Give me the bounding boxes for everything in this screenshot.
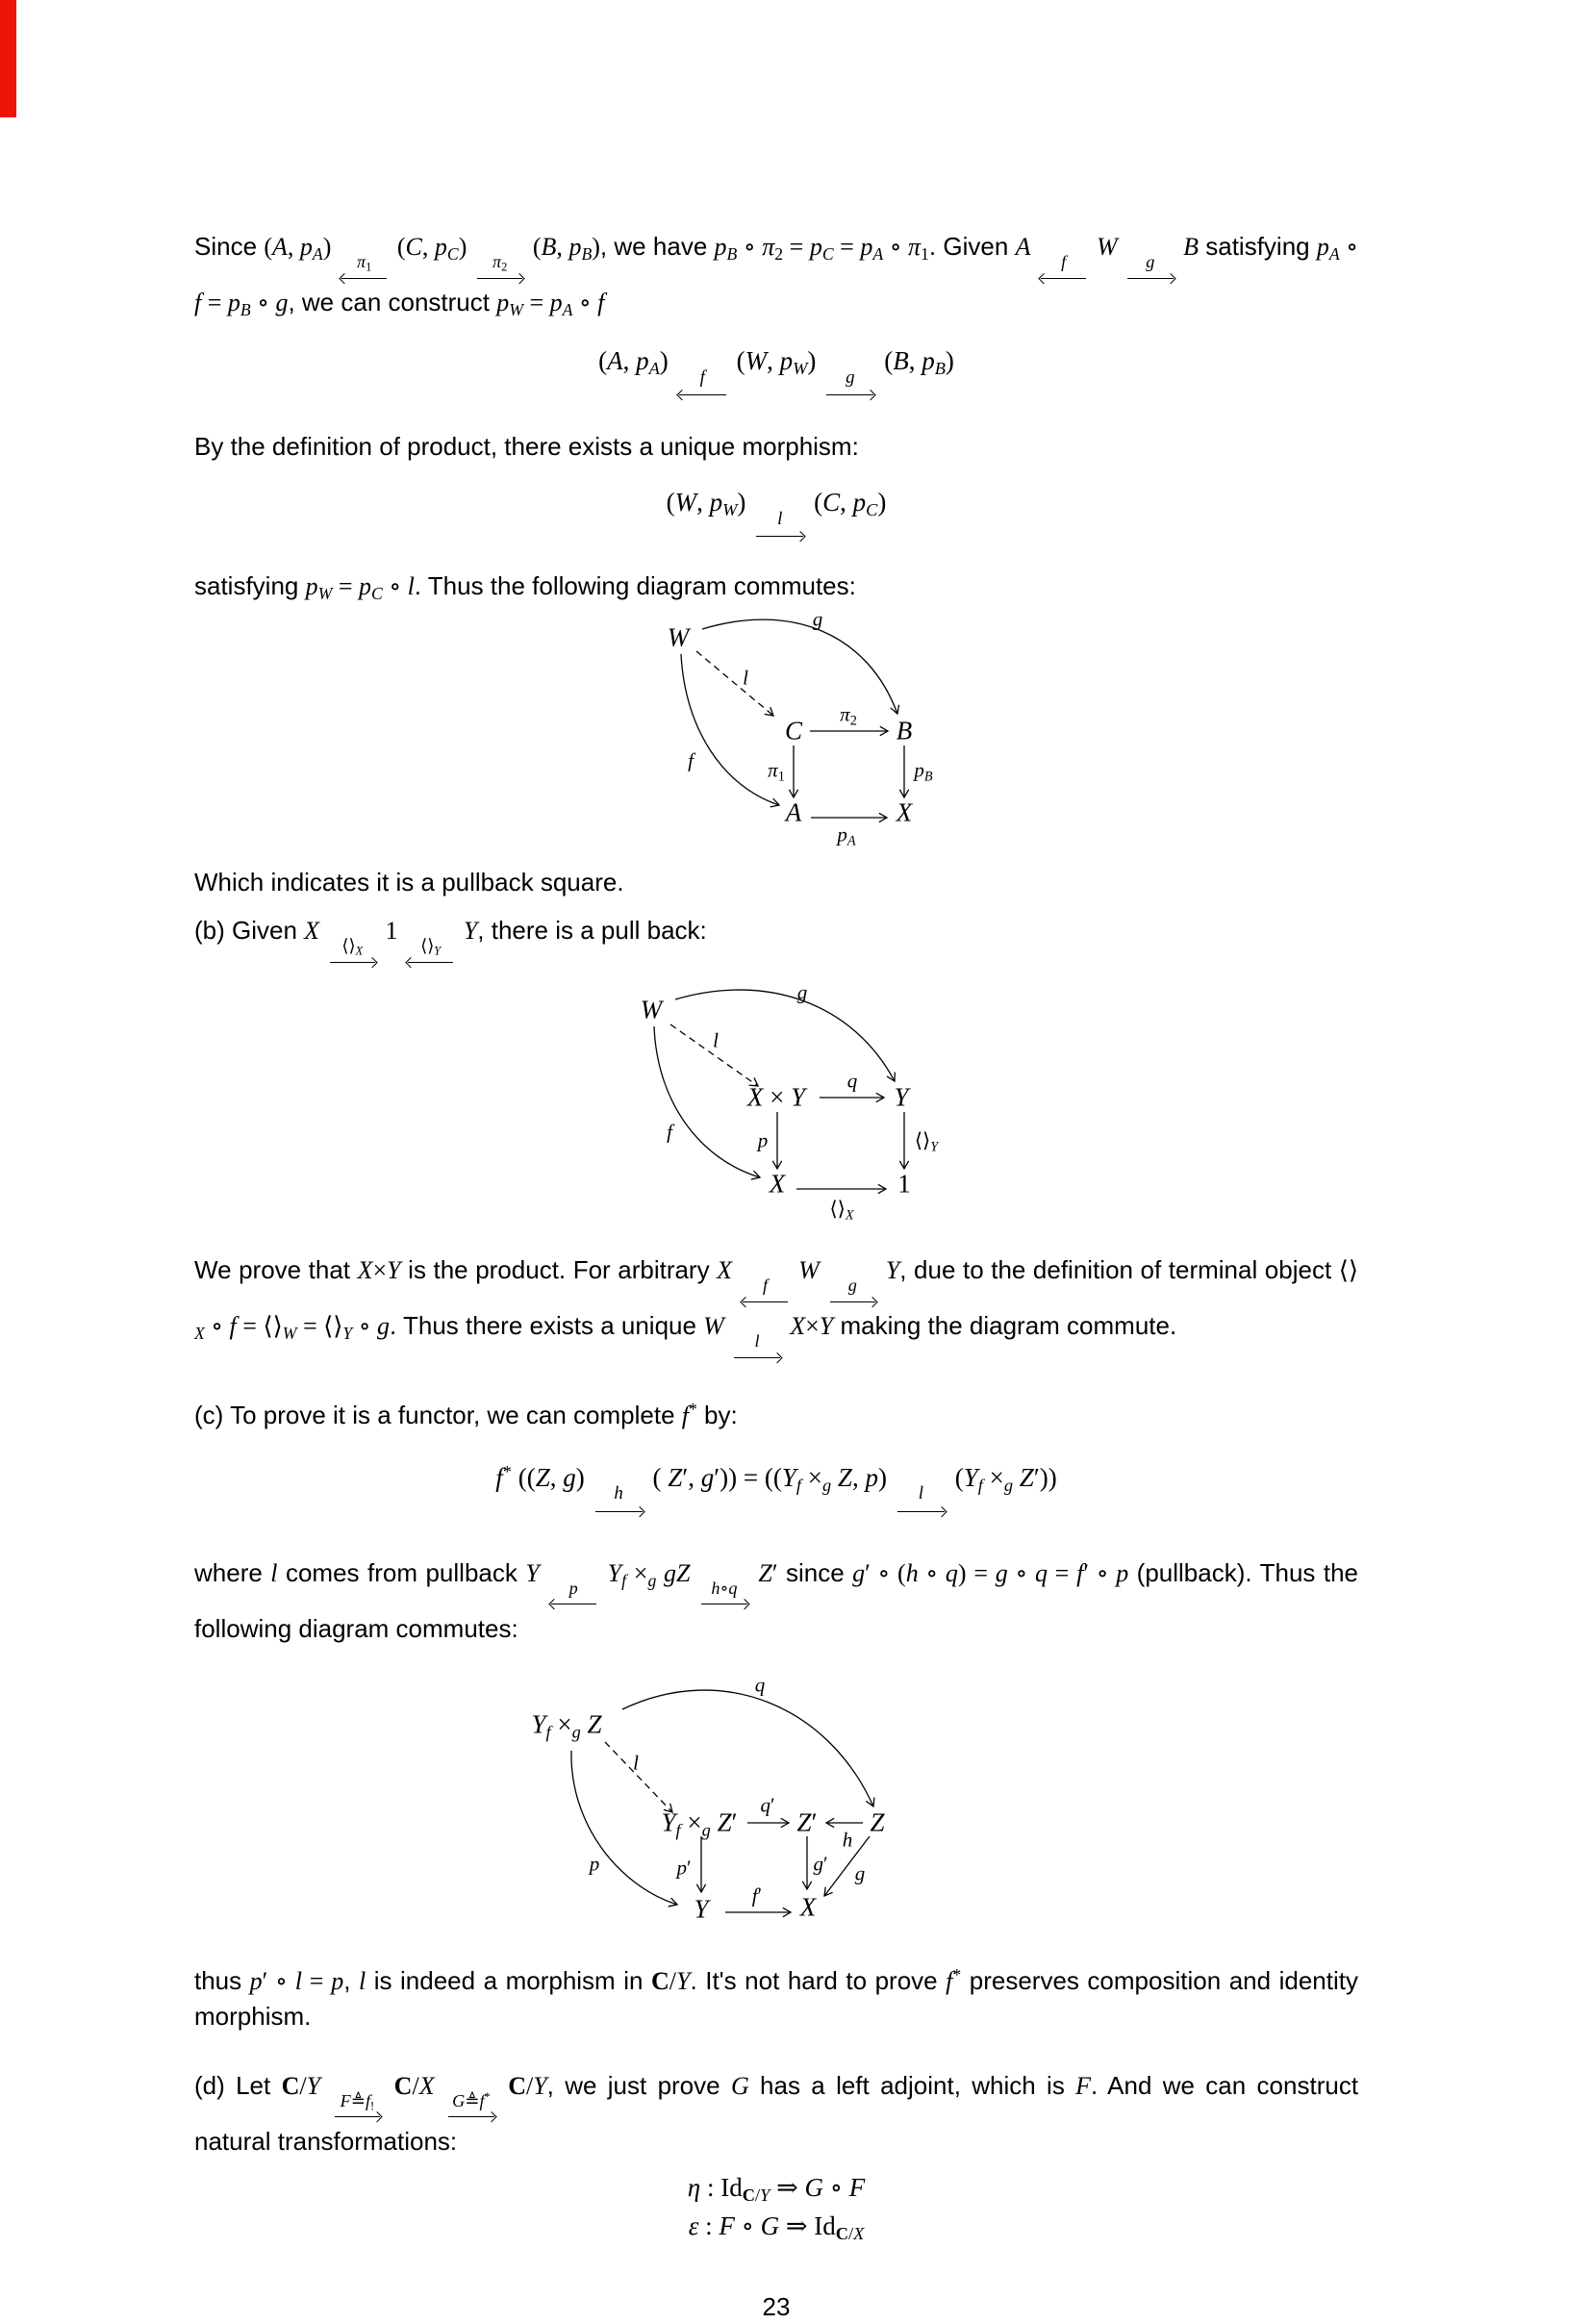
diagram-edge-label: f′ <box>751 1883 763 1907</box>
equation-functor: f* ((Z, g) h ( Z′, $g')) = ((Y_f \times_g$ Z, p) l ($Y_f \times_g$ Z′)) <box>194 1458 1358 1519</box>
diagram-edge-label: q <box>846 1069 858 1093</box>
diagram-edge-label: p <box>757 1128 769 1152</box>
diagram-edge-label: g <box>854 1861 866 1885</box>
diagram-edge-label: g <box>796 980 808 1004</box>
diagram-edge-label: p′ <box>676 1856 692 1880</box>
diagram-edge-label: l <box>743 666 748 690</box>
diagram-node: X <box>769 1169 786 1199</box>
paragraph-item-d: (d) Let C/Y $F≜f_!$ C/X G≜f* C/Y, we just prove G has a left adjoint, which is F. And we can construct natural transformations: <box>194 2070 1359 2156</box>
diagram-node: W <box>667 622 690 652</box>
diagram-edge-label: f <box>667 1120 672 1144</box>
page-number: 23 <box>762 2291 791 2321</box>
equation-eta: η : $Id_{C/Y}$ ⇒ G ∘ F <box>687 2172 866 2206</box>
commutative-diagram-slice <box>512 1673 925 1938</box>
diagram-node: C <box>784 716 803 745</box>
diagram-node: X × Y <box>746 1082 806 1112</box>
diagram-node: $Y_f \times_g$ Z <box>531 1709 602 1742</box>
diagram-node: X <box>799 1892 817 1922</box>
paragraph-satisfying: satisfying $p_W = p_C$ ∘ l. Thus the following diagram commutes: <box>194 571 856 603</box>
diagram-edge-label: $p_A$ <box>837 822 856 849</box>
commutative-diagram-product <box>622 980 978 1231</box>
equation-unique-morphism: (W, $p_W$) l (C, $p_C$) <box>194 483 1358 543</box>
paragraph-item-c: (c) To prove it is a functor, we can complete f* by: <box>194 1399 738 1429</box>
diagram-edge-label: $p_B$ <box>914 758 933 785</box>
paragraph-definition-product: By the definition of product, there exists a unique morphism: <box>194 432 859 462</box>
diagram-edge-label: $⟨⟩_X$ <box>829 1197 854 1224</box>
diagram-edge-label: $\pi_1$ <box>768 758 785 785</box>
diagram-edge-label: q <box>754 1673 766 1697</box>
paragraph-pullback-conclusion: Which indicates it is a pullback square. <box>194 868 624 897</box>
diagram-node: X <box>896 797 913 827</box>
equation-span: (A, $p_A$) f (W, $p_W$) g (B, $p_B$) <box>194 341 1358 402</box>
paragraph-where-l: where l comes from pullback Y p $Y_f \times_g$ gZ h∘q Z′ since g′ ∘ (h ∘ q) = g ∘ q = f′ ∘ p (pullback). Thus the following diagram commutes: <box>194 1557 1358 1643</box>
paragraph-pullback-setup: Since (A, $p_A$) $\pi_1$ (C, $p_C$) $\pi_2$ (B, $p_B$), we have $p_B$ ∘ $\pi_2 = p_C = p_A$ ∘ $\pi_1$. Given A f W g B satisfying $p_A$ ∘ $f = p_B$ ∘ g, we can construct $p_W = p_A$ ∘ f <box>194 232 1358 320</box>
diagram-edge-label: g′ <box>813 1852 828 1876</box>
diagram-edge-label: q′ <box>760 1793 775 1817</box>
diagram-edge-label: g <box>812 607 823 631</box>
diagram-node: W <box>640 995 663 1024</box>
diagram-edge-label: l <box>713 1028 719 1052</box>
diagram-node: Z′ <box>796 1807 818 1837</box>
diagram-edge-label: h <box>842 1828 853 1852</box>
equation-epsilon: ε : F ∘ G ⇒ $Id_{C/X}$ <box>688 2210 865 2244</box>
diagram-node: Z <box>870 1807 885 1837</box>
diagram-node: B <box>896 716 913 745</box>
commutative-diagram-pullback <box>618 607 983 849</box>
diagram-node: A <box>785 797 802 827</box>
diagram-edge-label: f <box>688 748 694 772</box>
diagram-edge-label: $⟨⟩_Y$ <box>914 1128 939 1155</box>
diagram-edge-label: $\pi_2$ <box>840 702 857 729</box>
diagram-edge-label: p <box>589 1852 600 1876</box>
diagram-edge-label: l <box>633 1751 639 1775</box>
paragraph-item-b: (b) Given X $⟨⟩_X$ 1 $⟨⟩_Y$ Y, there is a pull back: <box>194 913 1358 969</box>
diagram-node: $Y_f \times_g$ Z′ <box>661 1807 738 1840</box>
paragraph-product-proof: We prove that X×Y is the product. For arbitrary X f W g Y, due to the definition of terminal object $⟨⟩_X$ ∘ $f = ⟨⟩_W$ = $⟨⟩_Y$ ∘ g. Thus there exists a unique W l X×Y making the diagram commute. <box>194 1252 1358 1364</box>
diagram-node: 1 <box>897 1169 911 1199</box>
paragraph-morphism-slice: thus p′ ∘ l = p, l is indeed a morphism in C/Y. It's not hard to prove f* preserves composition and identity morphism. <box>194 1964 1358 2031</box>
diagram-node: Y <box>694 1894 709 1924</box>
diagram-node: Y <box>894 1082 909 1112</box>
